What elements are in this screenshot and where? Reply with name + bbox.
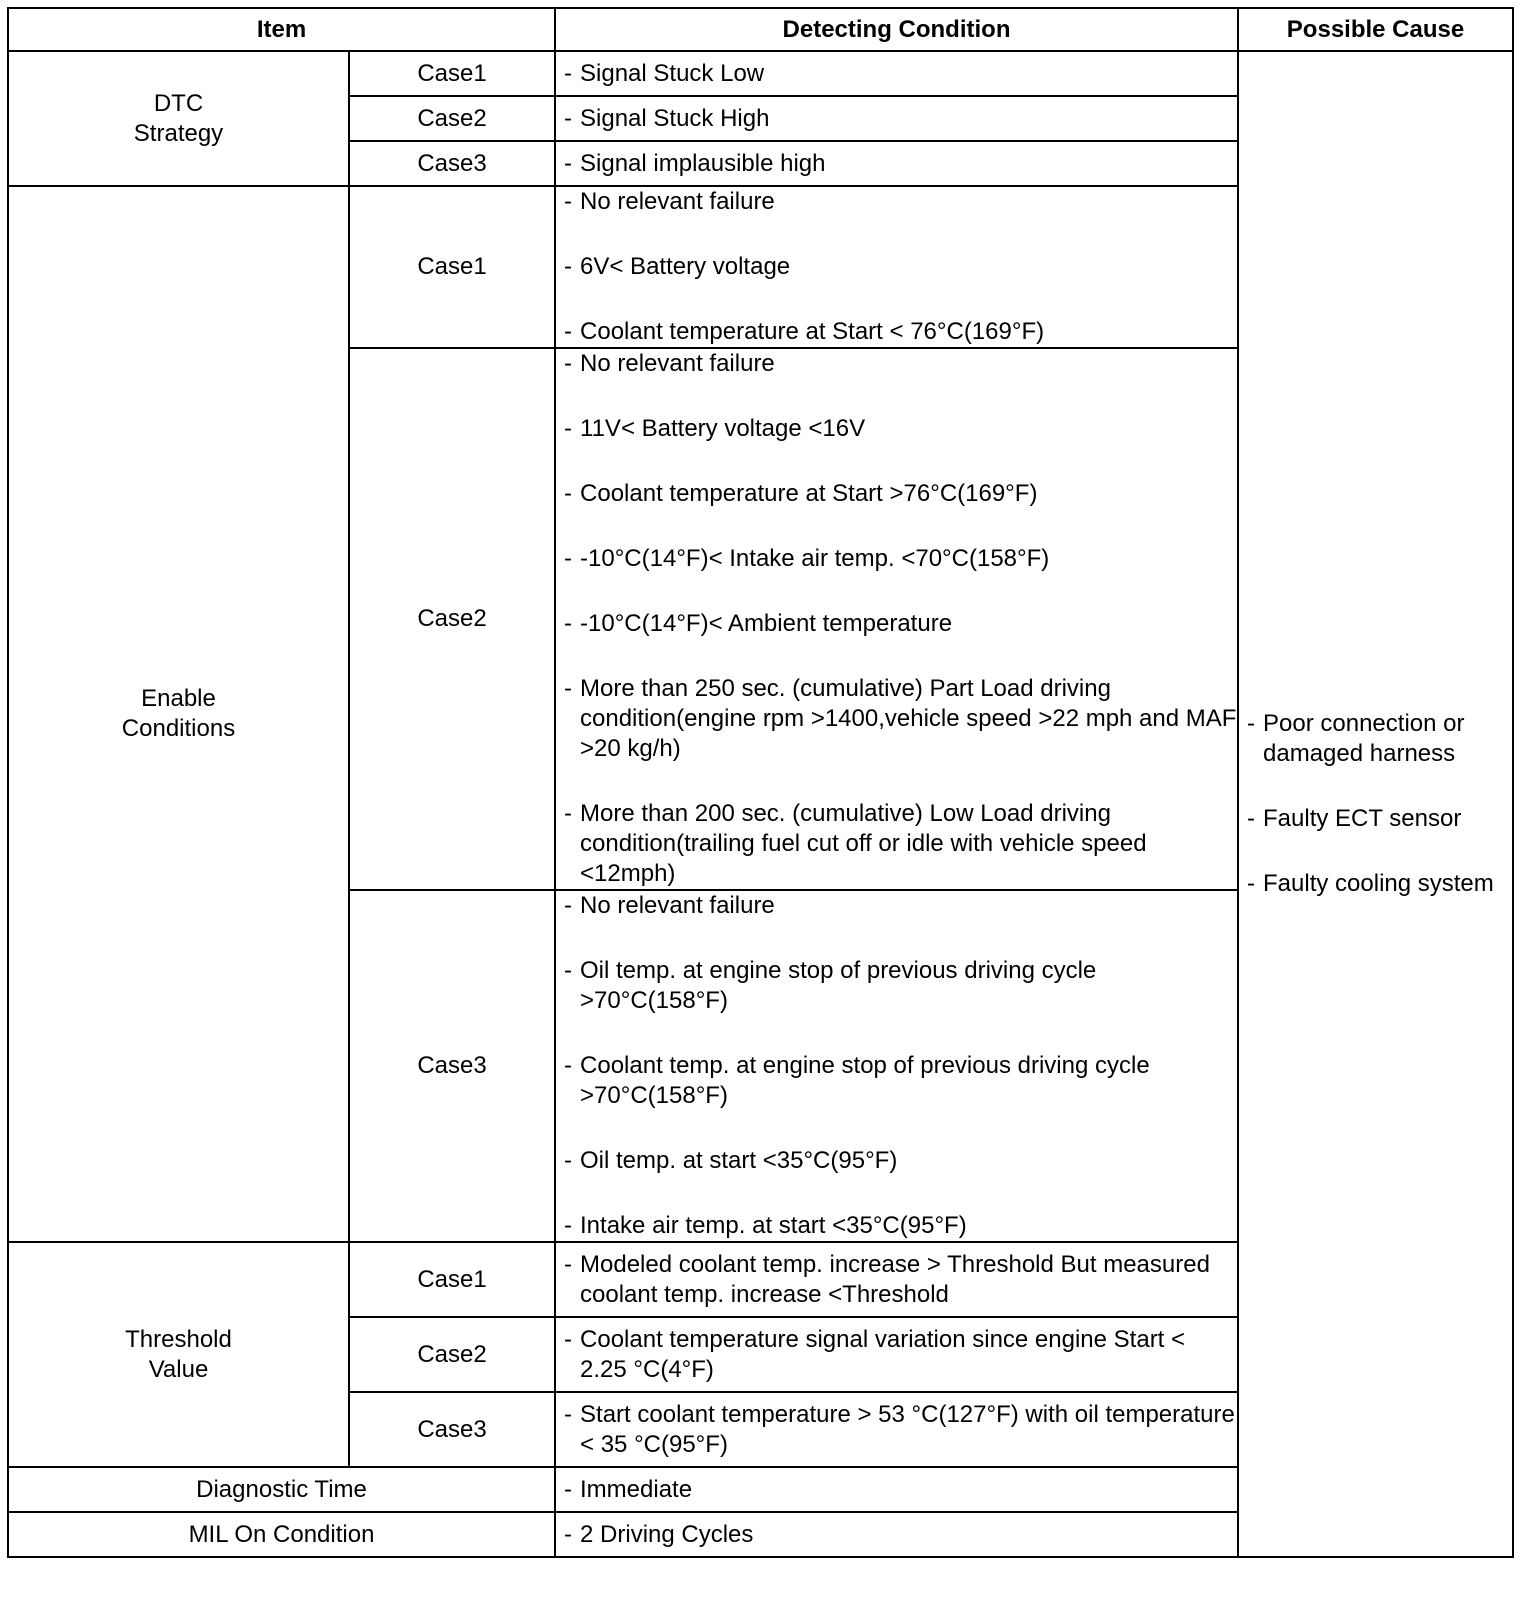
case-label: Case1 (349, 51, 555, 96)
condition-cell (555, 51, 1238, 96)
condition-cell (555, 1467, 1238, 1512)
condition-item: - Start coolant temperature > 53 °C(127°F) with oil temperature < 35 °C(95°F) (556, 1400, 1237, 1460)
condition-item: - 6V< Battery voltage (556, 252, 1237, 282)
condition-item: - 11V< Battery voltage <16V (556, 414, 1237, 444)
condition-item: - More than 250 sec. (cumulative) Part Load driving condition(engine rpm >1400,vehicle speed >22 mph and MAF >20 kg/h) (556, 674, 1237, 764)
header-possible-cause: Possible Cause (1238, 8, 1513, 51)
category-enable-conditions: Enable Conditions (8, 186, 349, 1242)
condition-item: - No relevant failure (556, 187, 1237, 217)
category-mil-on-condition: MIL On Condition (8, 1512, 555, 1557)
condition-item: - -10°C(14°F)< Intake air temp. <70°C(158°F) (556, 544, 1237, 574)
condition-cell (555, 96, 1238, 141)
condition-item: - Immediate (556, 1475, 1237, 1505)
case-label: Case2 (349, 1317, 555, 1392)
condition-cell (555, 1242, 1238, 1317)
condition-item: - Coolant temperature at Start >76°C(169°F) (556, 479, 1237, 509)
condition-cell (555, 1512, 1238, 1557)
case-label: Case3 (349, 1392, 555, 1467)
category-diagnostic-time: Diagnostic Time (8, 1467, 555, 1512)
condition-item: - No relevant failure (556, 349, 1237, 379)
header-item: Item (8, 8, 555, 51)
condition-cell (555, 348, 1238, 890)
possible-cause-cell (1238, 51, 1513, 1557)
condition-item: - 2 Driving Cycles (556, 1520, 1237, 1550)
cause-item: - Faulty ECT sensor (1239, 804, 1512, 834)
condition-item: - More than 200 sec. (cumulative) Low Load driving condition(trailing fuel cut off or idle with vehicle speed <12mph) (556, 799, 1237, 889)
condition-item: - Oil temp. at engine stop of previous driving cycle >70°C(158°F) (556, 956, 1237, 1016)
case-label: Case1 (349, 186, 555, 348)
case-label: Case1 (349, 1242, 555, 1317)
condition-cell (555, 186, 1238, 348)
case-label: Case2 (349, 348, 555, 890)
header-row (8, 8, 1513, 51)
dtc-table (7, 7, 1514, 1558)
condition-item: - Modeled coolant temp. increase > Threshold But measured coolant temp. increase <Threshold (556, 1250, 1237, 1310)
condition-item: - Signal Stuck High (556, 104, 1237, 134)
cause-item: - Faulty cooling system (1239, 869, 1512, 899)
case-label: Case3 (349, 141, 555, 186)
condition-item: - -10°C(14°F)< Ambient temperature (556, 609, 1237, 639)
condition-item: - Coolant temperature signal variation since engine Start < 2.25 °C(4°F) (556, 1325, 1237, 1385)
condition-cell (555, 141, 1238, 186)
condition-item: - Signal Stuck Low (556, 59, 1237, 89)
condition-item: - Signal implausible high (556, 149, 1237, 179)
condition-item: - Coolant temperature at Start < 76°C(169°F) (556, 317, 1237, 347)
condition-cell (555, 1317, 1238, 1392)
category-threshold-value: Threshold Value (8, 1242, 349, 1467)
condition-item: - No relevant failure (556, 891, 1237, 921)
condition-item: - Coolant temp. at engine stop of previous driving cycle >70°C(158°F) (556, 1051, 1237, 1111)
condition-item: - Oil temp. at start <35°C(95°F) (556, 1146, 1237, 1176)
category-dtc-strategy: DTC Strategy (8, 51, 349, 186)
condition-item: - Intake air temp. at start <35°C(95°F) (556, 1211, 1237, 1241)
condition-cell (555, 1392, 1238, 1467)
cause-item: - Poor connection or damaged harness (1239, 709, 1512, 769)
header-detecting-condition: Detecting Condition (555, 8, 1238, 51)
table-row (8, 51, 1513, 96)
condition-cell (555, 890, 1238, 1242)
case-label: Case3 (349, 890, 555, 1242)
case-label: Case2 (349, 96, 555, 141)
